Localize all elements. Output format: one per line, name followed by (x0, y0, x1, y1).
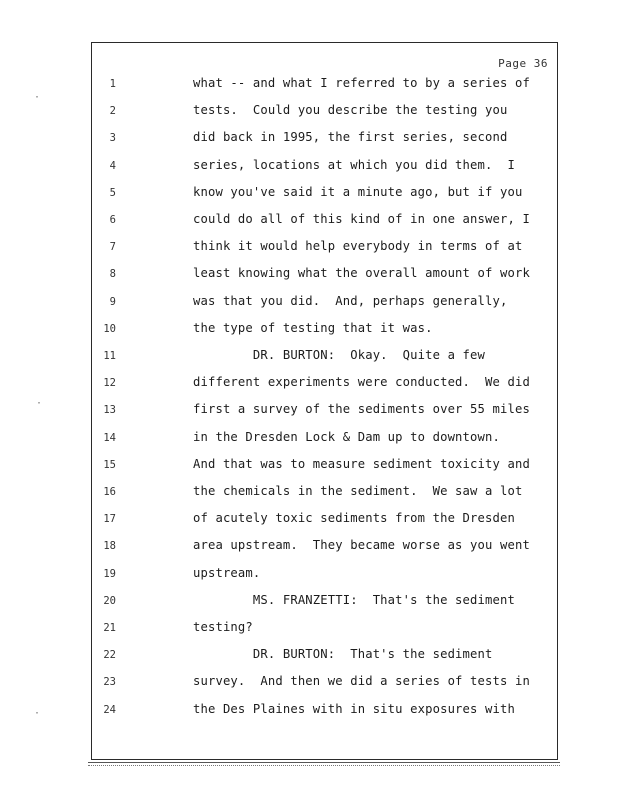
line-text: was that you did. And, perhaps generally, (193, 293, 508, 308)
transcript-line (0, 321, 618, 341)
transcript-line (0, 239, 618, 259)
line-text: first a survey of the sediments over 55 miles (193, 402, 530, 417)
line-number: 18 (103, 540, 116, 553)
transcript-line (0, 130, 618, 150)
line-number: 13 (103, 404, 116, 417)
line-number: 20 (103, 594, 116, 607)
line-number: 2 (109, 105, 116, 118)
transcript-line (0, 647, 618, 667)
line-text: in the Dresden Lock & Dam up to downtown. (193, 429, 500, 444)
transcript-line (0, 593, 618, 613)
line-number: 10 (103, 322, 116, 335)
scan-speck: · (36, 398, 43, 409)
line-number: 4 (109, 159, 116, 172)
line-text: different experiments were conducted. We did (193, 375, 530, 390)
line-number: 23 (103, 676, 116, 689)
scan-speck: · (34, 92, 41, 103)
line-number: 12 (103, 377, 116, 390)
line-text: did back in 1995, the first series, second (193, 130, 508, 145)
line-number: 16 (103, 486, 116, 498)
line-number: 11 (103, 350, 116, 362)
transcript-line (0, 266, 618, 286)
transcript-line (0, 430, 618, 450)
line-number: 15 (103, 458, 116, 471)
line-number: 5 (109, 186, 116, 199)
line-text: DR. BURTON: That's the sediment (193, 647, 493, 662)
line-text: could do all of this kind of in one answer, I (193, 212, 530, 226)
line-number: 17 (103, 513, 116, 526)
transcript-line (0, 457, 618, 477)
transcript-line (0, 158, 618, 178)
line-text: know you've said it a minute ago, but if you (193, 184, 523, 199)
line-text: tests. Could you describe the testing you (193, 103, 508, 118)
line-text: DR. BURTON: Okay. Quite a few (193, 348, 486, 362)
line-number: 14 (103, 431, 116, 444)
transcript-line (0, 375, 618, 395)
line-number: 6 (109, 214, 116, 226)
line-number: 19 (103, 567, 116, 580)
line-text: the chemicals in the sediment. We saw a lot (193, 484, 523, 498)
line-text: least knowing what the overall amount of work (193, 266, 530, 281)
line-text: And that was to measure sediment toxicity and (193, 456, 530, 471)
transcript-line (0, 484, 618, 504)
line-number: 24 (103, 703, 116, 716)
transcript-line (0, 702, 618, 722)
line-text: the type of testing that it was. (193, 320, 433, 335)
line-text: what -- and what I referred to by a series of (193, 76, 530, 90)
transcript-line (0, 294, 618, 314)
transcript-line (0, 402, 618, 422)
transcript-line (0, 674, 618, 694)
line-number: 7 (109, 241, 116, 254)
transcript-line (0, 103, 618, 123)
transcript-line (0, 566, 618, 586)
transcript-line (0, 185, 618, 205)
transcript-line (0, 348, 618, 368)
transcript-line (0, 511, 618, 531)
line-number: 21 (103, 622, 116, 634)
transcript-line (0, 620, 618, 640)
line-text: think it would help everybody in terms of at (193, 239, 523, 254)
line-text: MS. FRANZETTI: That's the sediment (193, 592, 515, 607)
transcript-line (0, 212, 618, 232)
page-number: Page 36 (498, 57, 548, 70)
transcript-line (0, 76, 618, 96)
scan-speck: · (34, 708, 41, 719)
line-text: area upstream. They became worse as you went (193, 538, 530, 553)
line-text: upstream. (193, 565, 261, 580)
line-number: 3 (109, 132, 116, 145)
page-bottom-rule (88, 762, 560, 766)
line-text: of acutely toxic sediments from the Dresden (193, 511, 515, 526)
line-number: 22 (103, 649, 116, 662)
line-number: 1 (109, 78, 116, 90)
line-text: the Des Plaines with in situ exposures with (193, 701, 515, 716)
line-number: 8 (109, 268, 116, 281)
line-text: testing? (193, 620, 253, 634)
line-text: survey. And then we did a series of tests in (193, 674, 530, 689)
line-number: 9 (109, 295, 116, 308)
line-text: series, locations at which you did them. I (193, 157, 515, 172)
transcript-line (0, 538, 618, 558)
